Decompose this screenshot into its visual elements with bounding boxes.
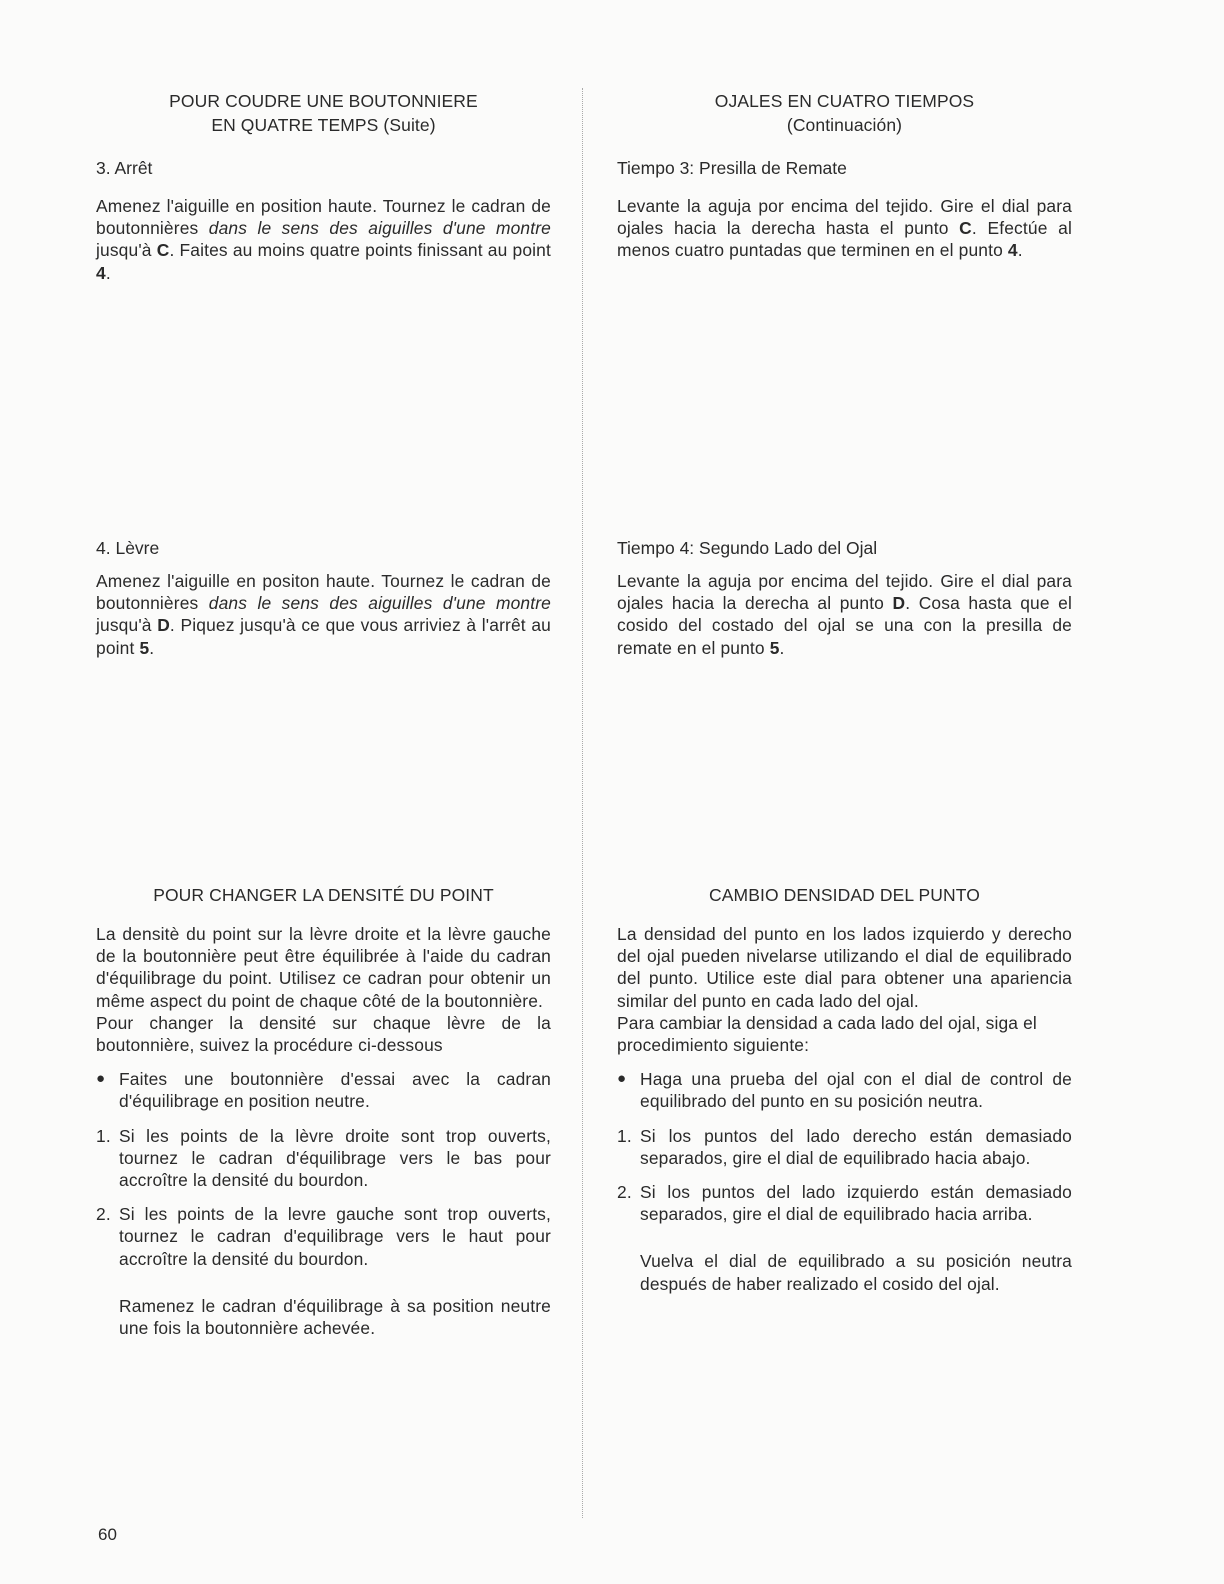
fr-density-intro2: Pour changer la densité sur chaque lèvre de la boutonnière, suivez la procédure ci-dessous [96, 1012, 551, 1056]
page-number: 60 [98, 1525, 117, 1544]
fr-step4 [96, 537, 551, 659]
es-density-closing: Vuelva el dial de equilibrado a su posición neutra después de haber realizado el cosido del ojal. [640, 1251, 1072, 1294]
es-heading-block [617, 89, 1072, 137]
es-step4-text: Levante la aguja por encima del tejido. Gire el dial para ojales hacia la derecha al punto D. Cosa hasta que el cosido del costado del ojal se una con la presilla de remate en el punto 5. [617, 571, 1073, 658]
fr-density-intro: La densitè du point sur la lèvre droite et la lèvre gauche de la boutonnière peut être équilibrée à l'aide du cadran d'équilibrage du point. Utilisez ce cadran pour obtenir un même aspect du point de chaque côté de la boutonnière. [96, 924, 551, 1011]
es-heading-line-2: (Continuación) [786, 115, 903, 135]
es-density-section [617, 883, 1072, 1295]
es-density-item-2: 2. Si los puntos del lado izquierdo están demasiado separados, gire el dial de equilibrado hacia arriba. [617, 1182, 1072, 1225]
fr-density-section [96, 883, 551, 1339]
fr-step4-title: 4. Lèvre [96, 538, 160, 558]
es-step3-title: Tiempo 3: Presilla de Remate [617, 158, 847, 178]
es-density-heading: CAMBIO DENSIDAD DEL PUNTO [709, 885, 980, 905]
es-section-heading [617, 89, 1072, 137]
fr-density-item-1: 1. Si les points de la lèvre droite sont trop ouverts, tournez le cadran d'équilibrage vers le bas pour accroître la densité du bourdon. [96, 1125, 551, 1191]
fr-step4-text: Amenez l'aiguille en positon haute. Tournez le cadran de boutonnières dans le sens des aiguilles d'une montre jusqu'à D. Piquez jusqu'à ce que vous arriviez à l'arrêt au point 5. [96, 571, 551, 658]
fr-step3 [96, 157, 551, 284]
bullet-icon: ● [96, 1070, 106, 1088]
fr-section-heading [96, 89, 551, 137]
fr-heading-line-1: POUR COUDRE UNE BOUTONNIERE [169, 91, 478, 111]
fr-density-bullet: ● Faites une boutonnière d'essai avec la cadran d'équilibrage en position neutre. [96, 1069, 551, 1112]
bullet-icon: ● [617, 1070, 627, 1088]
es-density-item-1: 1. Si los puntos del lado derecho están demasiado separados, gire el dial de equilibrado hacia abajo. [617, 1125, 1072, 1168]
es-heading-line-1: OJALES EN CUATRO TIEMPOS [714, 91, 975, 111]
es-step4-title: Tiempo 4: Segundo Lado del Ojal [617, 538, 878, 558]
column-divider [582, 88, 583, 1518]
fr-density-heading: POUR CHANGER LA DENSITÉ DU POINT [153, 885, 494, 905]
es-step3-text: Levante la aguja por encima del tejido. Gire el dial para ojales hacia la derecha hasta el punto C. Efectúe al menos cuatro puntadas que terminen en el punto 4. [617, 196, 1072, 261]
fr-step3-text: Amenez l'aiguille en position haute. Tournez le cadran de boutonnières dans le sens des aiguilles d'une montre jusqu'à C. Faites au moins quatre points finissant au point 4. [96, 196, 551, 283]
es-density-intro: La densidad del punto en los lados izquierdo y derecho del ojal pueden nivelarse utilizando el dial de equilibrado del punto. Utilice este dial para obtener una apariencia similar del punto en cada lado del ojal. [617, 924, 1072, 1011]
es-step4 [617, 537, 1072, 659]
fr-step3-title: 3. Arrêt [96, 158, 153, 178]
fr-density-item-2: 2. Si les points de la levre gauche sont trop ouverts, tournez le cadran d'equilibrage vers le haut pour accroître la densité du bourdon. [96, 1204, 551, 1269]
es-density-bullet: ● Haga una prueba del ojal con el dial de control de equilibrado del punto en su posición neutra. [617, 1069, 1072, 1112]
es-density-intro2: Para cambiar la densidad a cada lado del ojal, siga el procedimiento siguiente: [617, 1012, 1037, 1056]
fr-density-closing: Ramenez le cadran d'équilibrage à sa position neutre une fois la boutonnière achevée. [119, 1295, 551, 1339]
fr-heading-line-2: EN QUATRE TEMPS (Suite) [211, 115, 436, 135]
fr-heading-block [96, 89, 551, 137]
es-step3 [617, 157, 1072, 262]
